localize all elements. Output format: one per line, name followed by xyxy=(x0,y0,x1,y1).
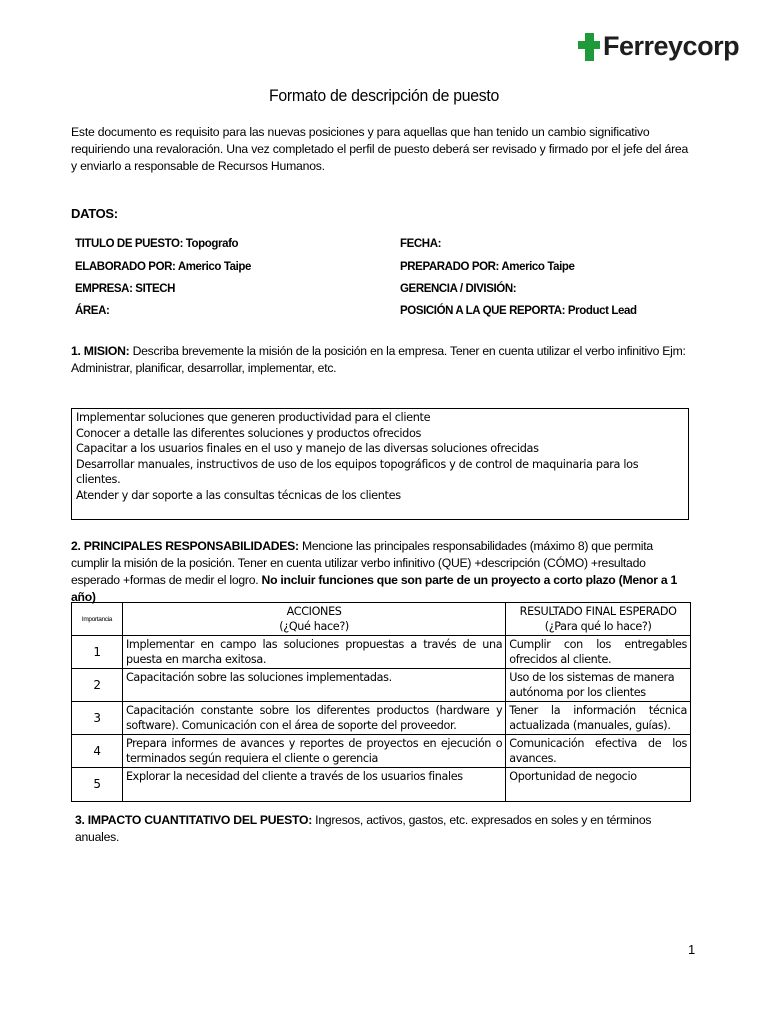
mision-line: Desarrollar manuales, instructivos de uso de los equipos topográficos y de control de maquinaria para los clientes. xyxy=(76,457,639,486)
header-importancia: Importancia xyxy=(72,603,123,636)
header-resultado-sub: (¿Para qué lo hace?) xyxy=(544,620,652,633)
responsabilidades-description: Mencione las principales responsabilidades (máximo 8) que permita cumplir la misión de la posición. Tener en cuenta utilizar verbo infinitivo (QUE) +descripción (CÓMO) +resultado esperado +formas de medir el logro. xyxy=(71,539,653,587)
table-row xyxy=(72,768,691,802)
header-resultado xyxy=(506,603,691,636)
row-number: 4 xyxy=(72,735,123,768)
table-row xyxy=(72,735,691,768)
responsabilidades-label: 2. PRINCIPALES RESPONSABILIDADES: xyxy=(71,539,299,553)
responsabilidades-section xyxy=(71,538,691,606)
datos-heading: DATOS: xyxy=(71,206,118,221)
field-area: ÁREA: xyxy=(75,305,110,317)
mision-section xyxy=(71,343,691,377)
impacto-description: Ingresos, activos, gastos, etc. expresados en soles y en términos anuales. xyxy=(75,813,652,844)
mision-box xyxy=(71,408,689,520)
field-posicion: POSICIÓN A LA QUE REPORTA: Product Lead xyxy=(400,305,637,317)
impacto-label: 3. IMPACTO CUANTITATIVO DEL PUESTO: xyxy=(75,813,313,827)
mision-description: Describa brevemente la misión de la posición en la empresa. Tener en cuenta utilizar el verbo infinitivo Ejm: Administrar, planificar, desarrollar, implementar, etc. xyxy=(71,344,686,375)
row-resultado: Cumplir con los entregables ofrecidos al cliente. xyxy=(506,636,691,669)
header-acciones-sub: (¿Qué hace?) xyxy=(279,620,349,633)
row-number: 3 xyxy=(72,702,123,735)
field-fecha: FECHA: xyxy=(400,238,442,250)
intro-paragraph: Este documento es requisito para las nuevas posiciones y para aquellas que han tenido un cambio significativo requiriendo una revaloración. Una vez completado el perfil de puesto deberá ser revisado y firmado por el jefe del área y enviarlo a responsable de Recursos Humanos. xyxy=(71,125,689,173)
mision-line: Conocer a detalle las diferentes soluciones y productos ofrecidos xyxy=(76,426,422,440)
mision-line: Implementar soluciones que generen productividad para el cliente xyxy=(76,411,431,424)
row-resultado: Uso de los sistemas de manera autónoma por los clientes xyxy=(506,669,691,702)
row-accion: Explorar la necesidad del cliente a través de los usuarios finales xyxy=(122,768,505,802)
company-logo xyxy=(578,28,739,64)
table-header-row xyxy=(72,603,691,636)
impacto-section xyxy=(75,812,695,846)
field-elaborado: ELABORADO POR: Americo Taipe xyxy=(75,261,252,273)
page-number: 1 xyxy=(688,942,696,957)
row-accion: Capacitación constante sobre los diferentes productos (hardware y software). Comunicación con el área de soporte del proveedor. xyxy=(122,702,505,735)
document-title: Formato de descripción de puesto xyxy=(268,86,500,105)
row-number: 5 xyxy=(72,768,123,802)
row-accion: Capacitación sobre las soluciones implementadas. xyxy=(122,669,505,702)
row-resultado: Comunicación efectiva de los avances. xyxy=(506,735,691,768)
row-number: 1 xyxy=(72,636,123,669)
responsabilidades-note: No incluir funciones que son parte de un proyecto a corto plazo (Menor a 1 año) xyxy=(71,573,678,604)
logo-cross-icon xyxy=(578,31,602,61)
header-acciones-title: ACCIONES xyxy=(286,605,342,618)
mision-line: Capacitar a los usuarios finales en el uso y manejo de las diversas soluciones ofrecidas xyxy=(76,442,539,455)
field-titulo: TITULO DE PUESTO: Topografo xyxy=(75,238,239,250)
table-row xyxy=(72,636,691,669)
row-accion: Prepara informes de avances y reportes de proyectos en ejecución o terminados según requiera el cliente o gerencia xyxy=(122,735,505,768)
table-row xyxy=(72,669,691,702)
field-preparado: PREPARADO POR: Americo Taipe xyxy=(400,261,575,273)
responsabilidades-table xyxy=(71,602,691,802)
row-resultado: Oportunidad de negocio xyxy=(506,768,691,802)
row-number: 2 xyxy=(72,669,123,702)
header-resultado-title: RESULTADO FINAL ESPERADO xyxy=(519,605,677,618)
field-gerencia: GERENCIA / DIVISIÓN: xyxy=(400,283,517,295)
mision-line: Atender y dar soporte a las consultas técnicas de los clientes xyxy=(76,488,401,502)
field-empresa: EMPRESA: SITECH xyxy=(75,283,176,295)
row-accion: Implementar en campo las soluciones propuestas a través de una puesta en marcha exitosa. xyxy=(122,636,505,669)
header-acciones xyxy=(122,603,505,636)
table-row xyxy=(72,702,691,735)
logo-text: Ferreycorp xyxy=(603,30,740,61)
mision-label: 1. MISION: xyxy=(71,344,130,358)
row-resultado: Tener la información técnica actualizada (manuales, guías). xyxy=(506,702,691,735)
